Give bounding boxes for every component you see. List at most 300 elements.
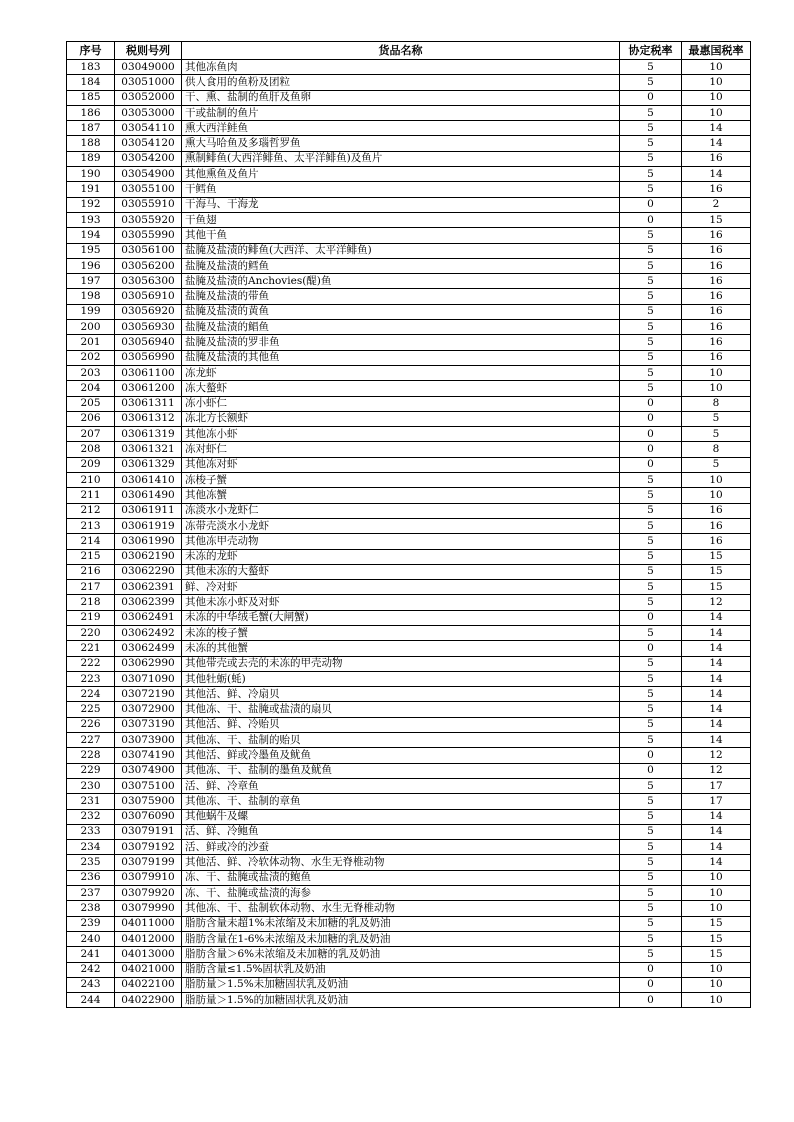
row-seq: 240 xyxy=(67,931,115,946)
row-code: 03055920 xyxy=(115,212,182,227)
row-seq: 196 xyxy=(67,258,115,273)
row-code: 03061919 xyxy=(115,518,182,533)
table-row xyxy=(67,396,751,411)
row-agreement-rate: 5 xyxy=(620,534,682,549)
row-code: 03062990 xyxy=(115,656,182,671)
row-agreement-rate: 5 xyxy=(620,75,682,90)
row-agreement-rate: 0 xyxy=(620,90,682,105)
row-code: 03054120 xyxy=(115,136,182,151)
row-agreement-rate: 5 xyxy=(620,488,682,503)
row-mfn-rate: 14 xyxy=(682,809,751,824)
row-seq: 212 xyxy=(67,503,115,518)
row-mfn-rate: 12 xyxy=(682,748,751,763)
row-seq: 203 xyxy=(67,365,115,380)
table-row xyxy=(67,855,751,870)
table-row xyxy=(67,228,751,243)
row-seq: 183 xyxy=(67,60,115,75)
row-seq: 205 xyxy=(67,396,115,411)
table-row xyxy=(67,977,751,992)
row-seq: 243 xyxy=(67,977,115,992)
row-seq: 191 xyxy=(67,182,115,197)
row-code: 03061100 xyxy=(115,365,182,380)
row-mfn-rate: 14 xyxy=(682,687,751,702)
row-agreement-rate: 5 xyxy=(620,671,682,686)
row-agreement-rate: 5 xyxy=(620,121,682,136)
row-product-name: 其他活、鲜或冷墨鱼及鱿鱼 xyxy=(182,748,620,763)
row-seq: 236 xyxy=(67,870,115,885)
header-mfn-rate: 最惠国税率 xyxy=(682,42,751,60)
row-code: 03049000 xyxy=(115,60,182,75)
row-mfn-rate: 14 xyxy=(682,824,751,839)
row-agreement-rate: 5 xyxy=(620,886,682,901)
table-row xyxy=(67,427,751,442)
row-agreement-rate: 0 xyxy=(620,610,682,625)
row-seq: 230 xyxy=(67,778,115,793)
row-code: 03061311 xyxy=(115,396,182,411)
row-agreement-rate: 5 xyxy=(620,473,682,488)
row-mfn-rate: 15 xyxy=(682,947,751,962)
row-mfn-rate: 16 xyxy=(682,320,751,335)
row-seq: 237 xyxy=(67,886,115,901)
table-row xyxy=(67,534,751,549)
row-code: 03062391 xyxy=(115,580,182,595)
row-agreement-rate: 5 xyxy=(620,656,682,671)
row-agreement-rate: 5 xyxy=(620,564,682,579)
row-seq: 238 xyxy=(67,901,115,916)
row-code: 03062399 xyxy=(115,595,182,610)
row-product-name: 未冻的中华绒毛蟹(大闸蟹) xyxy=(182,610,620,625)
row-product-name: 其他冻蟹 xyxy=(182,488,620,503)
row-agreement-rate: 5 xyxy=(620,717,682,732)
row-product-name: 其他冻对虾 xyxy=(182,457,620,472)
row-seq: 193 xyxy=(67,212,115,227)
row-mfn-rate: 10 xyxy=(682,90,751,105)
row-mfn-rate: 10 xyxy=(682,365,751,380)
table-row xyxy=(67,564,751,579)
table-row xyxy=(67,778,751,793)
row-mfn-rate: 14 xyxy=(682,167,751,182)
table-row xyxy=(67,243,751,258)
row-seq: 226 xyxy=(67,717,115,732)
row-product-name: 脂肪量＞1.5%未加糖固状乳及奶油 xyxy=(182,977,620,992)
row-mfn-rate: 15 xyxy=(682,549,751,564)
row-product-name: 冻、干、盐腌或盐渍的鲍鱼 xyxy=(182,870,620,885)
row-code: 03079192 xyxy=(115,840,182,855)
row-code: 03056100 xyxy=(115,243,182,258)
row-code: 03071090 xyxy=(115,671,182,686)
row-product-name: 其他未冻小虾及对虾 xyxy=(182,595,620,610)
row-mfn-rate: 14 xyxy=(682,121,751,136)
table-row xyxy=(67,518,751,533)
table-header-row xyxy=(67,42,751,60)
row-product-name: 脂肪含量≤1.5%固状乳及奶油 xyxy=(182,962,620,977)
row-mfn-rate: 17 xyxy=(682,778,751,793)
row-code: 03056990 xyxy=(115,350,182,365)
row-mfn-rate: 15 xyxy=(682,916,751,931)
row-code: 03072900 xyxy=(115,702,182,717)
row-agreement-rate: 5 xyxy=(620,289,682,304)
row-code: 03056930 xyxy=(115,320,182,335)
table-row xyxy=(67,840,751,855)
row-product-name: 活、鲜、冷鲍鱼 xyxy=(182,824,620,839)
row-product-name: 未冻的梭子蟹 xyxy=(182,625,620,640)
row-seq: 208 xyxy=(67,442,115,457)
row-product-name: 盐腌及盐渍的黄鱼 xyxy=(182,304,620,319)
table-row xyxy=(67,105,751,120)
row-seq: 189 xyxy=(67,151,115,166)
row-product-name: 其他冻甲壳动物 xyxy=(182,534,620,549)
row-agreement-rate: 0 xyxy=(620,748,682,763)
row-code: 03073190 xyxy=(115,717,182,732)
row-product-name: 盐腌及盐渍的带鱼 xyxy=(182,289,620,304)
row-code: 03054110 xyxy=(115,121,182,136)
row-code: 03062491 xyxy=(115,610,182,625)
row-mfn-rate: 10 xyxy=(682,977,751,992)
row-code: 03062190 xyxy=(115,549,182,564)
table-row xyxy=(67,258,751,273)
row-seq: 186 xyxy=(67,105,115,120)
row-mfn-rate: 10 xyxy=(682,60,751,75)
row-product-name: 其他蜗牛及螺 xyxy=(182,809,620,824)
row-agreement-rate: 5 xyxy=(620,503,682,518)
row-mfn-rate: 10 xyxy=(682,870,751,885)
row-agreement-rate: 5 xyxy=(620,182,682,197)
row-product-name: 其他冻、干、盐制的章鱼 xyxy=(182,794,620,809)
row-code: 03061990 xyxy=(115,534,182,549)
row-agreement-rate: 5 xyxy=(620,901,682,916)
row-code: 03061319 xyxy=(115,427,182,442)
row-agreement-rate: 5 xyxy=(620,167,682,182)
row-mfn-rate: 16 xyxy=(682,258,751,273)
row-code: 03062492 xyxy=(115,625,182,640)
row-mfn-rate: 12 xyxy=(682,595,751,610)
row-code: 03062499 xyxy=(115,641,182,656)
row-mfn-rate: 16 xyxy=(682,243,751,258)
row-seq: 223 xyxy=(67,671,115,686)
row-product-name: 干或盐制的鱼片 xyxy=(182,105,620,120)
row-product-name: 其他未冻的大螯虾 xyxy=(182,564,620,579)
row-agreement-rate: 0 xyxy=(620,641,682,656)
row-agreement-rate: 0 xyxy=(620,396,682,411)
table-row xyxy=(67,733,751,748)
row-mfn-rate: 16 xyxy=(682,304,751,319)
row-code: 03055100 xyxy=(115,182,182,197)
row-code: 03052000 xyxy=(115,90,182,105)
row-seq: 225 xyxy=(67,702,115,717)
row-product-name: 其他冻、干、盐制的贻贝 xyxy=(182,733,620,748)
row-mfn-rate: 14 xyxy=(682,625,751,640)
row-product-name: 冻淡水小龙虾仁 xyxy=(182,503,620,518)
row-agreement-rate: 5 xyxy=(620,320,682,335)
row-mfn-rate: 14 xyxy=(682,610,751,625)
row-code: 03054200 xyxy=(115,151,182,166)
row-code: 03061410 xyxy=(115,473,182,488)
row-product-name: 其他带壳或去壳的未冻的甲壳动物 xyxy=(182,656,620,671)
row-code: 03079910 xyxy=(115,870,182,885)
table-row xyxy=(67,411,751,426)
row-code: 03055910 xyxy=(115,197,182,212)
row-agreement-rate: 5 xyxy=(620,105,682,120)
row-mfn-rate: 17 xyxy=(682,794,751,809)
row-agreement-rate: 5 xyxy=(620,625,682,640)
row-seq: 224 xyxy=(67,687,115,702)
row-mfn-rate: 16 xyxy=(682,503,751,518)
row-mfn-rate: 14 xyxy=(682,717,751,732)
table-row xyxy=(67,916,751,931)
row-mfn-rate: 14 xyxy=(682,641,751,656)
row-seq: 201 xyxy=(67,335,115,350)
row-product-name: 冻小虾仁 xyxy=(182,396,620,411)
row-code: 03056200 xyxy=(115,258,182,273)
row-code: 04012000 xyxy=(115,931,182,946)
row-code: 03079191 xyxy=(115,824,182,839)
row-mfn-rate: 10 xyxy=(682,962,751,977)
row-mfn-rate: 8 xyxy=(682,396,751,411)
row-seq: 228 xyxy=(67,748,115,763)
table-row xyxy=(67,212,751,227)
row-code: 03073900 xyxy=(115,733,182,748)
row-product-name: 盐腌及盐渍的罗非鱼 xyxy=(182,335,620,350)
header-agreement-rate: 协定税率 xyxy=(620,42,682,60)
row-mfn-rate: 15 xyxy=(682,212,751,227)
row-product-name: 活、鲜、冷章鱼 xyxy=(182,778,620,793)
row-agreement-rate: 5 xyxy=(620,809,682,824)
row-product-name: 其他冻小虾 xyxy=(182,427,620,442)
row-agreement-rate: 5 xyxy=(620,778,682,793)
row-seq: 190 xyxy=(67,167,115,182)
table-row xyxy=(67,350,751,365)
row-code: 04022900 xyxy=(115,993,182,1008)
row-seq: 244 xyxy=(67,993,115,1008)
row-seq: 241 xyxy=(67,947,115,962)
table-row xyxy=(67,335,751,350)
row-product-name: 未冻的其他蟹 xyxy=(182,641,620,656)
row-agreement-rate: 5 xyxy=(620,824,682,839)
row-code: 03075900 xyxy=(115,794,182,809)
row-seq: 198 xyxy=(67,289,115,304)
table-row xyxy=(67,870,751,885)
row-code: 03074190 xyxy=(115,748,182,763)
row-mfn-rate: 5 xyxy=(682,427,751,442)
row-seq: 188 xyxy=(67,136,115,151)
table-row xyxy=(67,197,751,212)
table-row xyxy=(67,381,751,396)
row-mfn-rate: 10 xyxy=(682,105,751,120)
row-agreement-rate: 0 xyxy=(620,962,682,977)
row-seq: 199 xyxy=(67,304,115,319)
row-seq: 221 xyxy=(67,641,115,656)
row-agreement-rate: 5 xyxy=(620,274,682,289)
row-agreement-rate: 5 xyxy=(620,931,682,946)
row-product-name: 其他冻鱼肉 xyxy=(182,60,620,75)
row-code: 03072190 xyxy=(115,687,182,702)
row-product-name: 供人食用的鱼粉及团粒 xyxy=(182,75,620,90)
row-seq: 213 xyxy=(67,518,115,533)
row-seq: 209 xyxy=(67,457,115,472)
row-product-name: 干、熏、盐制的鱼肝及鱼卵 xyxy=(182,90,620,105)
row-code: 04022100 xyxy=(115,977,182,992)
row-mfn-rate: 10 xyxy=(682,473,751,488)
row-agreement-rate: 0 xyxy=(620,457,682,472)
row-mfn-rate: 16 xyxy=(682,335,751,350)
row-seq: 200 xyxy=(67,320,115,335)
row-product-name: 冻龙虾 xyxy=(182,365,620,380)
row-code: 03079920 xyxy=(115,886,182,901)
row-agreement-rate: 0 xyxy=(620,993,682,1008)
row-agreement-rate: 5 xyxy=(620,580,682,595)
row-mfn-rate: 10 xyxy=(682,901,751,916)
table-row xyxy=(67,90,751,105)
table-row xyxy=(67,809,751,824)
row-agreement-rate: 0 xyxy=(620,197,682,212)
row-product-name: 干鳕鱼 xyxy=(182,182,620,197)
row-code: 03056300 xyxy=(115,274,182,289)
table-row xyxy=(67,503,751,518)
row-mfn-rate: 10 xyxy=(682,381,751,396)
table-row xyxy=(67,656,751,671)
row-code: 03055990 xyxy=(115,228,182,243)
row-seq: 239 xyxy=(67,916,115,931)
table-row xyxy=(67,274,751,289)
row-agreement-rate: 5 xyxy=(620,595,682,610)
row-mfn-rate: 16 xyxy=(682,518,751,533)
table-row xyxy=(67,824,751,839)
table-row xyxy=(67,304,751,319)
table-row xyxy=(67,289,751,304)
table-row xyxy=(67,549,751,564)
row-product-name: 其他冻、干、盐制的墨鱼及鱿鱼 xyxy=(182,763,620,778)
row-agreement-rate: 5 xyxy=(620,947,682,962)
row-product-name: 盐腌及盐渍的其他鱼 xyxy=(182,350,620,365)
table-row xyxy=(67,60,751,75)
row-code: 04011000 xyxy=(115,916,182,931)
row-agreement-rate: 0 xyxy=(620,212,682,227)
row-mfn-rate: 15 xyxy=(682,564,751,579)
table-row xyxy=(67,365,751,380)
row-product-name: 其他活、鲜、冷贻贝 xyxy=(182,717,620,732)
row-product-name: 其他活、鲜、冷扇贝 xyxy=(182,687,620,702)
row-product-name: 冻、干、盐腌或盐渍的海参 xyxy=(182,886,620,901)
row-code: 03053000 xyxy=(115,105,182,120)
row-product-name: 脂肪含量未超1%未浓缩及未加糖的乳及奶油 xyxy=(182,916,620,931)
table-row xyxy=(67,687,751,702)
row-product-name: 干海马、干海龙 xyxy=(182,197,620,212)
table-row xyxy=(67,763,751,778)
table-row xyxy=(67,962,751,977)
row-agreement-rate: 0 xyxy=(620,442,682,457)
row-mfn-rate: 16 xyxy=(682,182,751,197)
table-row xyxy=(67,75,751,90)
row-product-name: 盐腌及盐渍的鲱鱼(大西洋、太平洋鲱鱼) xyxy=(182,243,620,258)
table-row xyxy=(67,671,751,686)
table-row xyxy=(67,595,751,610)
row-agreement-rate: 5 xyxy=(620,518,682,533)
row-code: 03076090 xyxy=(115,809,182,824)
row-seq: 197 xyxy=(67,274,115,289)
header-seq: 序号 xyxy=(67,42,115,60)
row-agreement-rate: 5 xyxy=(620,794,682,809)
row-agreement-rate: 5 xyxy=(620,350,682,365)
row-product-name: 冻大螯虾 xyxy=(182,381,620,396)
row-seq: 219 xyxy=(67,610,115,625)
row-agreement-rate: 5 xyxy=(620,335,682,350)
row-product-name: 其他干鱼 xyxy=(182,228,620,243)
row-agreement-rate: 5 xyxy=(620,870,682,885)
row-product-name: 其他熏鱼及鱼片 xyxy=(182,167,620,182)
table-row xyxy=(67,993,751,1008)
row-code: 03061321 xyxy=(115,442,182,457)
row-seq: 206 xyxy=(67,411,115,426)
row-code: 03075100 xyxy=(115,778,182,793)
row-seq: 232 xyxy=(67,809,115,824)
row-mfn-rate: 10 xyxy=(682,993,751,1008)
table-row xyxy=(67,488,751,503)
row-seq: 242 xyxy=(67,962,115,977)
row-product-name: 活、鲜或冷的沙蚕 xyxy=(182,840,620,855)
row-agreement-rate: 5 xyxy=(620,365,682,380)
row-seq: 214 xyxy=(67,534,115,549)
row-code: 03061490 xyxy=(115,488,182,503)
table-row xyxy=(67,717,751,732)
row-agreement-rate: 5 xyxy=(620,916,682,931)
row-mfn-rate: 5 xyxy=(682,411,751,426)
row-code: 03056920 xyxy=(115,304,182,319)
row-agreement-rate: 5 xyxy=(620,855,682,870)
row-product-name: 其他冻、干、盐制软体动物、水生无脊椎动物 xyxy=(182,901,620,916)
row-seq: 192 xyxy=(67,197,115,212)
row-agreement-rate: 0 xyxy=(620,977,682,992)
row-product-name: 冻带壳淡水小龙虾 xyxy=(182,518,620,533)
row-mfn-rate: 16 xyxy=(682,289,751,304)
row-mfn-rate: 14 xyxy=(682,733,751,748)
row-product-name: 其他活、鲜、冷软体动物、水生无脊椎动物 xyxy=(182,855,620,870)
row-product-name: 盐腌及盐渍的鲳鱼 xyxy=(182,320,620,335)
row-mfn-rate: 14 xyxy=(682,855,751,870)
row-mfn-rate: 10 xyxy=(682,488,751,503)
row-mfn-rate: 5 xyxy=(682,457,751,472)
table-row xyxy=(67,580,751,595)
row-agreement-rate: 5 xyxy=(620,549,682,564)
header-code: 税则号列 xyxy=(115,42,182,60)
table-row xyxy=(67,901,751,916)
header-name: 货品名称 xyxy=(182,42,620,60)
table-row xyxy=(67,442,751,457)
row-product-name: 其他牡蛎(蚝) xyxy=(182,671,620,686)
row-mfn-rate: 14 xyxy=(682,702,751,717)
row-code: 04021000 xyxy=(115,962,182,977)
row-seq: 195 xyxy=(67,243,115,258)
row-mfn-rate: 10 xyxy=(682,75,751,90)
row-product-name: 盐腌及盐渍的鳕鱼 xyxy=(182,258,620,273)
table-row xyxy=(67,320,751,335)
row-product-name: 鲜、冷对虾 xyxy=(182,580,620,595)
row-product-name: 盐腌及盐渍的Anchovies(醍)鱼 xyxy=(182,274,620,289)
row-agreement-rate: 5 xyxy=(620,243,682,258)
row-agreement-rate: 5 xyxy=(620,840,682,855)
row-mfn-rate: 14 xyxy=(682,840,751,855)
row-agreement-rate: 5 xyxy=(620,228,682,243)
row-code: 03074900 xyxy=(115,763,182,778)
row-code: 03079990 xyxy=(115,901,182,916)
row-seq: 202 xyxy=(67,350,115,365)
row-seq: 229 xyxy=(67,763,115,778)
table-row xyxy=(67,702,751,717)
row-mfn-rate: 16 xyxy=(682,350,751,365)
table-row xyxy=(67,931,751,946)
row-seq: 204 xyxy=(67,381,115,396)
row-agreement-rate: 5 xyxy=(620,258,682,273)
row-code: 03062290 xyxy=(115,564,182,579)
